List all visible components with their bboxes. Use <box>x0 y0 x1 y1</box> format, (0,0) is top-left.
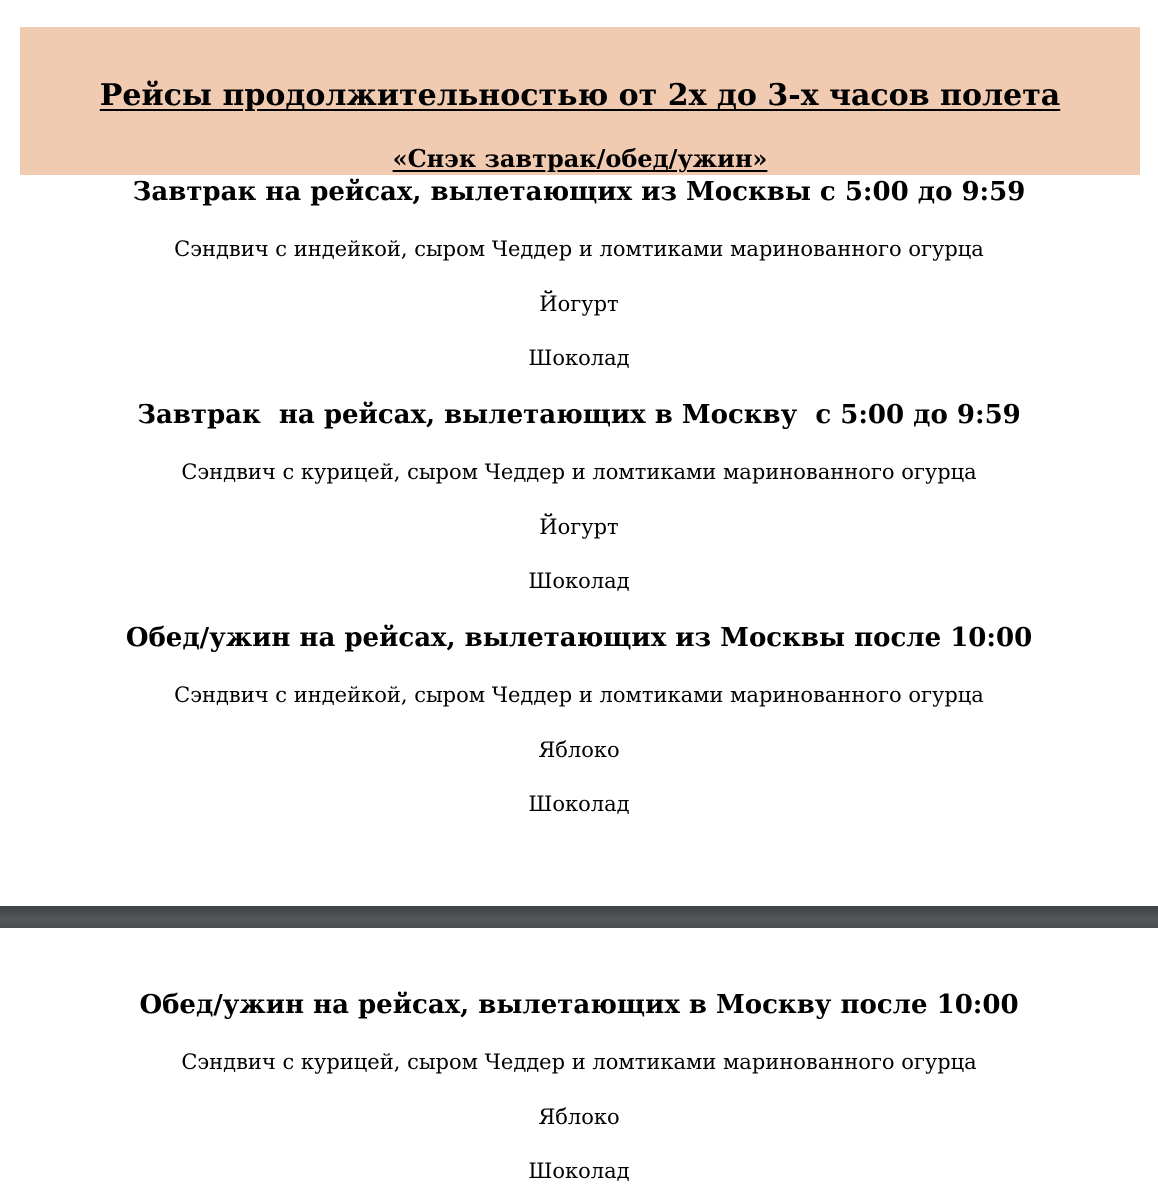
menu-item: Яблоко <box>538 1105 620 1129</box>
section-heading: Обед/ужин на рейсах, вылетающих в Москву после 10:00 <box>139 990 1019 1020</box>
page-title: Рейсы продолжительностью от 2х до 3-х часов полета <box>99 78 1061 113</box>
menu-item: Яблоко <box>538 738 620 762</box>
header-banner <box>20 27 1140 175</box>
page-subtitle: «Снэк завтрак/обед/ужин» <box>392 144 768 173</box>
menu-item: Йогурт <box>539 515 619 539</box>
menu-item: Сэндвич с индейкой, сыром Чеддер и ломтиками маринованного огурца <box>174 683 984 707</box>
menu-item: Шоколад <box>528 792 630 816</box>
page-separator <box>0 906 1158 928</box>
section-heading: Обед/ужин на рейсах, вылетающих из Москвы после 10:00 <box>125 623 1033 653</box>
section-heading: Завтрак на рейсах, вылетающих из Москвы с 5:00 до 9:59 <box>132 177 1026 207</box>
menu-item: Шоколад <box>528 569 630 593</box>
menu-item: Сэндвич с индейкой, сыром Чеддер и ломтиками маринованного огурца <box>174 237 984 261</box>
menu-item: Йогурт <box>539 292 619 316</box>
menu-item: Шоколад <box>528 346 630 370</box>
section-heading: Завтрак на рейсах, вылетающих в Москву с 5:00 до 9:59 <box>137 400 1021 430</box>
menu-item: Шоколад <box>528 1159 630 1183</box>
menu-item: Сэндвич с курицей, сыром Чеддер и ломтиками маринованного огурца <box>181 1050 977 1074</box>
menu-item: Сэндвич с курицей, сыром Чеддер и ломтиками маринованного огурца <box>181 460 977 484</box>
